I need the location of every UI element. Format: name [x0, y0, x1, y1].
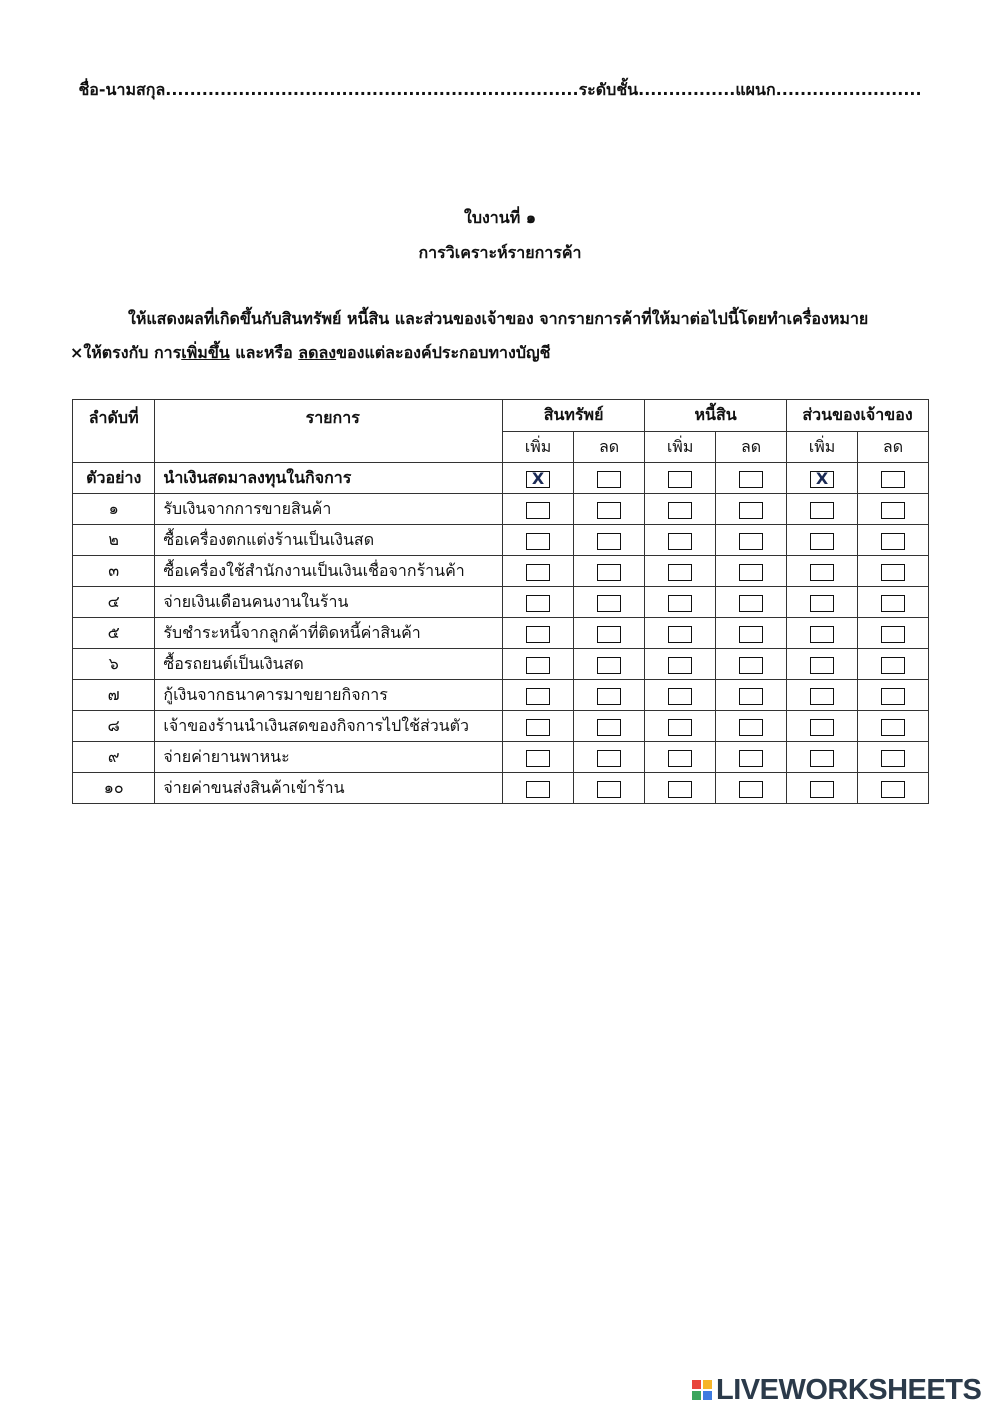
group-header-liabilities: หนี้สิน: [645, 400, 787, 432]
table-row: [73, 494, 929, 525]
liability-increase-cell: [645, 463, 716, 494]
liability-increase-checkbox[interactable]: [668, 626, 692, 643]
liability-decrease-cell: [716, 711, 787, 742]
asset-decrease-checkbox[interactable]: [597, 471, 621, 488]
equity-decrease-checkbox[interactable]: [881, 564, 905, 581]
equity-increase-cell: [787, 680, 858, 711]
asset-increase-cell: [503, 587, 574, 618]
equity-decrease-cell: [858, 649, 929, 680]
asset-decrease-checkbox[interactable]: [597, 626, 621, 643]
liability-increase-checkbox[interactable]: [668, 750, 692, 767]
instruction-text: [72, 302, 932, 370]
sub-header-decrease: ลด: [858, 432, 929, 463]
liability-increase-checkbox[interactable]: [668, 657, 692, 674]
row-number: ๓: [73, 556, 155, 587]
asset-decrease-checkbox[interactable]: [597, 657, 621, 674]
equity-increase-checkbox[interactable]: [810, 781, 834, 798]
table-row: [73, 618, 929, 649]
liability-decrease-checkbox[interactable]: [739, 719, 763, 736]
liability-decrease-checkbox[interactable]: [739, 750, 763, 767]
table-row: [73, 742, 929, 773]
equity-decrease-checkbox[interactable]: [881, 595, 905, 612]
liability-increase-cell: [645, 649, 716, 680]
liability-decrease-checkbox[interactable]: [739, 781, 763, 798]
asset-decrease-cell: [574, 587, 645, 618]
equity-decrease-checkbox[interactable]: [881, 626, 905, 643]
instruction-line-2: ×ให้ตรงกับ การเพิ่มขึ้น และหรือ ลดลงของแต่ละองค์ประกอบทางบัญชี: [70, 343, 551, 362]
increase-word: เพิ่มขึ้น: [181, 343, 230, 362]
liability-increase-cell: [645, 618, 716, 649]
liability-decrease-checkbox[interactable]: [739, 626, 763, 643]
liability-decrease-cell: [716, 649, 787, 680]
asset-decrease-checkbox[interactable]: [597, 750, 621, 767]
asset-increase-cell: [503, 525, 574, 556]
asset-increase-checkbox[interactable]: [526, 626, 550, 643]
row-number: ๔: [73, 587, 155, 618]
equity-decrease-cell: [858, 556, 929, 587]
liability-increase-checkbox[interactable]: [668, 781, 692, 798]
liability-increase-cell: [645, 773, 716, 804]
asset-increase-cell: [503, 711, 574, 742]
asset-increase-checkbox[interactable]: [526, 688, 550, 705]
row-item-text: รับชำระหนี้จากลูกค้าที่ติดหนี้ค่าสินค้า: [155, 618, 503, 649]
liability-decrease-checkbox[interactable]: [739, 471, 763, 488]
asset-increase-cell: [503, 742, 574, 773]
instruction-line-1: ให้แสดงผลที่เกิดขึ้นกับสินทรัพย์ หนี้สิน และส่วนของเจ้าของ จากรายการค้าที่ให้มาต่อไปนี้โดยทำเครื่องหมาย: [128, 309, 869, 328]
example-row: [73, 463, 929, 494]
asset-increase-checkbox[interactable]: [526, 719, 550, 736]
liability-increase-cell: [645, 556, 716, 587]
liability-increase-cell: [645, 680, 716, 711]
row-item-text: นำเงินสดมาลงทุนในกิจการ: [155, 463, 503, 494]
equity-increase-cell: [787, 556, 858, 587]
asset-decrease-cell: [574, 711, 645, 742]
equity-decrease-cell: [858, 463, 929, 494]
liability-decrease-cell: [716, 556, 787, 587]
logo-mark-icon: [692, 1380, 712, 1400]
row-number: ๙: [73, 742, 155, 773]
row-item-text: จ่ายเงินเดือนคนงานในร้าน: [155, 587, 503, 618]
sub-header-increase: เพิ่ม: [645, 432, 716, 463]
equity-increase-checkbox[interactable]: [810, 657, 834, 674]
row-number: ๑๐: [73, 773, 155, 804]
row-item-text: จ่ายค่าขนส่งสินค้าเข้าร้าน: [155, 773, 503, 804]
row-number: ๕: [73, 618, 155, 649]
liability-increase-checkbox[interactable]: [668, 564, 692, 581]
sub-header-increase: เพิ่ม: [503, 432, 574, 463]
row-item-text: รับเงินจากการขายสินค้า: [155, 494, 503, 525]
equity-increase-cell: [787, 649, 858, 680]
equity-decrease-cell: [858, 711, 929, 742]
table-row: [73, 556, 929, 587]
table-row: [73, 587, 929, 618]
equity-increase-cell: [787, 773, 858, 804]
liability-decrease-cell: [716, 494, 787, 525]
liability-increase-checkbox[interactable]: [668, 502, 692, 519]
equity-increase-cell: [787, 494, 858, 525]
liability-increase-cell: [645, 494, 716, 525]
equity-increase-checkbox[interactable]: [810, 533, 834, 550]
col-header-number: ลำดับที่: [73, 400, 155, 463]
liability-decrease-cell: [716, 587, 787, 618]
asset-decrease-cell: [574, 525, 645, 556]
equity-increase-cell: [787, 618, 858, 649]
equity-decrease-cell: [858, 773, 929, 804]
asset-decrease-cell: [574, 680, 645, 711]
sub-header-decrease: ลด: [574, 432, 645, 463]
equity-increase-cell: [787, 742, 858, 773]
equity-decrease-checkbox[interactable]: [881, 750, 905, 767]
asset-increase-checkbox[interactable]: [526, 564, 550, 581]
equity-increase-checkbox[interactable]: [810, 502, 834, 519]
asset-increase-cell: [503, 618, 574, 649]
equity-increase-checkbox[interactable]: [810, 750, 834, 767]
asset-decrease-cell: [574, 649, 645, 680]
row-number: ตัวอย่าง: [73, 463, 155, 494]
equity-increase-cell: [787, 587, 858, 618]
row-number: ๒: [73, 525, 155, 556]
asset-decrease-cell: [574, 556, 645, 587]
row-number: ๗: [73, 680, 155, 711]
asset-increase-checkbox[interactable]: [526, 750, 550, 767]
liability-increase-checkbox[interactable]: [668, 533, 692, 550]
row-item-text: จ่ายค่ายานพาหนะ: [155, 742, 503, 773]
liability-decrease-cell: [716, 618, 787, 649]
equity-decrease-cell: [858, 680, 929, 711]
worksheet-title: การวิเคราะห์รายการค้า: [418, 243, 582, 262]
liability-increase-cell: [645, 587, 716, 618]
equity-decrease-checkbox[interactable]: [881, 533, 905, 550]
asset-decrease-cell: [574, 463, 645, 494]
row-item-text: ซื้อรถยนต์เป็นเงินสด: [155, 649, 503, 680]
liveworksheets-logo: [692, 1375, 981, 1405]
equity-increase-cell: [787, 711, 858, 742]
equity-decrease-cell: [858, 494, 929, 525]
asset-decrease-checkbox[interactable]: [597, 719, 621, 736]
liability-decrease-cell: [716, 773, 787, 804]
equity-increase-checkbox[interactable]: [810, 595, 834, 612]
equity-decrease-cell: [858, 618, 929, 649]
liability-decrease-checkbox[interactable]: [739, 564, 763, 581]
liability-decrease-cell: [716, 463, 787, 494]
worksheet-number: ใบงานที่ ๑: [464, 208, 536, 227]
table-row: [73, 680, 929, 711]
liability-increase-cell: [645, 711, 716, 742]
liability-decrease-checkbox[interactable]: [739, 688, 763, 705]
liability-increase-checkbox[interactable]: [668, 719, 692, 736]
group-header-owners-equity: ส่วนของเจ้าของ: [787, 400, 929, 432]
liability-increase-cell: [645, 525, 716, 556]
row-number: ๖: [73, 649, 155, 680]
table-row: [73, 711, 929, 742]
table-body: [73, 463, 929, 804]
asset-increase-checkbox[interactable]: [526, 781, 550, 798]
liability-decrease-checkbox[interactable]: [739, 502, 763, 519]
asset-decrease-checkbox[interactable]: [597, 533, 621, 550]
liability-increase-checkbox[interactable]: [668, 471, 692, 488]
asset-decrease-checkbox[interactable]: [597, 595, 621, 612]
decrease-word: ลดลง: [298, 343, 337, 362]
name-class-dept-line: ชื่อ-นามสกุล....................................................................ระดับชั้น................แผนก........................: [78, 80, 922, 99]
row-item-text: เจ้าของร้านนำเงินสดของกิจการไปใช้ส่วนตัว: [155, 711, 503, 742]
asset-decrease-checkbox[interactable]: [597, 502, 621, 519]
asset-increase-checkbox[interactable]: [526, 533, 550, 550]
asset-increase-checkbox[interactable]: [526, 595, 550, 612]
equity-increase-checkbox[interactable]: [810, 719, 834, 736]
asset-decrease-cell: [574, 742, 645, 773]
asset-increase-cell: [503, 773, 574, 804]
asset-increase-cell: [503, 494, 574, 525]
asset-increase-cell: [503, 680, 574, 711]
row-item-text: ซื้อเครื่องใช้สำนักงานเป็นเงินเชื่อจากร้านค้า: [155, 556, 503, 587]
group-header-assets: สินทรัพย์: [503, 400, 645, 432]
equity-decrease-checkbox[interactable]: [881, 657, 905, 674]
asset-decrease-checkbox[interactable]: [597, 781, 621, 798]
col-header-item: รายการ: [155, 400, 503, 463]
transaction-analysis-table: [72, 399, 929, 804]
equity-increase-cell: [787, 525, 858, 556]
equity-decrease-cell: [858, 525, 929, 556]
liability-decrease-cell: [716, 525, 787, 556]
row-item-text: ซื้อเครื่องตกแต่งร้านเป็นเงินสด: [155, 525, 503, 556]
asset-decrease-cell: [574, 494, 645, 525]
row-number: ๑: [73, 494, 155, 525]
equity-increase-checkbox[interactable]: [810, 688, 834, 705]
asset-decrease-cell: [574, 618, 645, 649]
sub-header-increase: เพิ่ม: [787, 432, 858, 463]
asset-increase-checkbox[interactable]: [526, 502, 550, 519]
equity-increase-cell: [787, 463, 858, 494]
asset-decrease-checkbox[interactable]: [597, 564, 621, 581]
liability-decrease-checkbox[interactable]: [739, 657, 763, 674]
logo-text: LIVEWORKSHEETS: [716, 1373, 982, 1406]
sub-header-decrease: ลด: [716, 432, 787, 463]
equity-increase-checkbox[interactable]: [810, 471, 834, 488]
equity-decrease-checkbox[interactable]: [881, 688, 905, 705]
equity-increase-checkbox[interactable]: [810, 626, 834, 643]
asset-increase-cell: [503, 463, 574, 494]
asset-decrease-checkbox[interactable]: [597, 688, 621, 705]
equity-decrease-checkbox[interactable]: [881, 471, 905, 488]
liability-increase-checkbox[interactable]: [668, 595, 692, 612]
liability-decrease-checkbox[interactable]: [739, 533, 763, 550]
row-item-text: กู้เงินจากธนาคารมาขยายกิจการ: [155, 680, 503, 711]
equity-decrease-checkbox[interactable]: [881, 502, 905, 519]
liability-decrease-cell: [716, 742, 787, 773]
row-number: ๘: [73, 711, 155, 742]
asset-increase-cell: [503, 556, 574, 587]
asset-increase-cell: [503, 649, 574, 680]
liability-decrease-checkbox[interactable]: [739, 595, 763, 612]
liability-increase-cell: [645, 742, 716, 773]
table-row: [73, 525, 929, 556]
liability-decrease-cell: [716, 680, 787, 711]
equity-decrease-cell: [858, 742, 929, 773]
asset-decrease-cell: [574, 773, 645, 804]
equity-decrease-checkbox[interactable]: [881, 781, 905, 798]
table-row: [73, 773, 929, 804]
equity-decrease-cell: [858, 587, 929, 618]
equity-increase-checkbox[interactable]: [810, 564, 834, 581]
equity-decrease-checkbox[interactable]: [881, 719, 905, 736]
asset-increase-checkbox[interactable]: [526, 657, 550, 674]
liability-increase-checkbox[interactable]: [668, 688, 692, 705]
asset-increase-checkbox[interactable]: [526, 471, 550, 488]
table-row: [73, 649, 929, 680]
